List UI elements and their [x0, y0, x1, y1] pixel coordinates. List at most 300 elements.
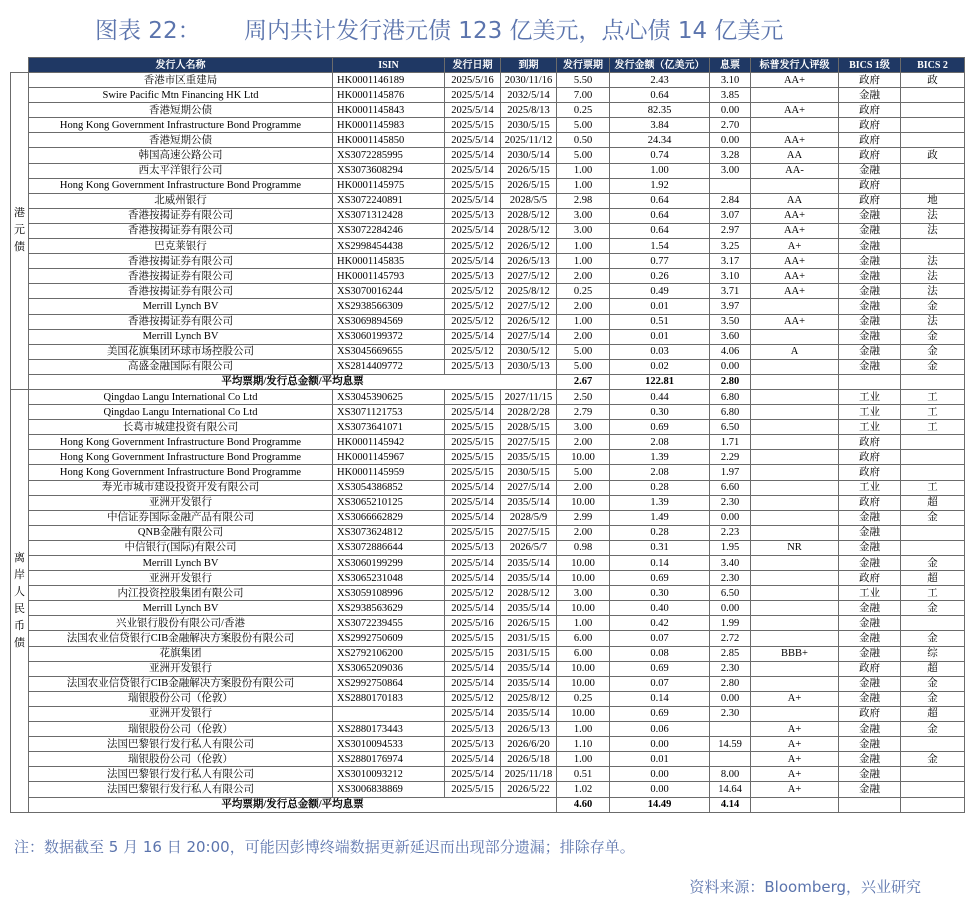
- table-cell: 金: [901, 329, 965, 344]
- table-cell: Hong Kong Government Infrastructure Bond Programme: [29, 465, 333, 480]
- table-cell: 兴业银行股份有限公司/香港: [29, 616, 333, 631]
- table-cell: 2026/5/13: [501, 722, 557, 737]
- table-cell: XS3066662829: [333, 510, 445, 525]
- table-cell: 0.00: [710, 359, 751, 374]
- table-cell: 中信证券国际金融产品有限公司: [29, 510, 333, 525]
- table-cell: HK0001145850: [333, 133, 445, 148]
- table-cell: XS3045390625: [333, 389, 445, 404]
- table-cell: 0.42: [610, 616, 710, 631]
- table-cell: XS3059108996: [333, 586, 445, 601]
- table-cell: 1.71: [710, 435, 751, 450]
- table-cell: [901, 540, 965, 555]
- table-cell: 2025/5/15: [445, 782, 501, 797]
- table-cell: [751, 329, 839, 344]
- table-cell: 0.08: [610, 646, 710, 661]
- table-cell: 0.40: [610, 601, 710, 616]
- table-cell: 内江投资控股集团有限公司: [29, 586, 333, 601]
- table-cell: 2.30: [710, 706, 751, 721]
- table-cell: 金融: [839, 88, 901, 103]
- table-cell: 2035/5/14: [501, 661, 557, 676]
- table-cell: [751, 601, 839, 616]
- table-row: [11, 359, 965, 374]
- table-cell: QNB金融有限公司: [29, 525, 333, 540]
- table-cell: [751, 616, 839, 631]
- table-cell: XS2998454438: [333, 239, 445, 254]
- table-cell: [751, 525, 839, 540]
- table-cell: 香港按揭证券有限公司: [29, 208, 333, 223]
- table-cell: [751, 706, 839, 721]
- table-cell: XS3072239455: [333, 616, 445, 631]
- table-cell: 1.00: [557, 752, 610, 767]
- table-cell: 2030/5/15: [501, 465, 557, 480]
- header-group-spacer: [11, 58, 29, 73]
- table-cell: [901, 88, 965, 103]
- table-cell: 法: [901, 314, 965, 329]
- table-cell: HK0001145876: [333, 88, 445, 103]
- table-cell: 0.30: [610, 586, 710, 601]
- table-cell: A+: [751, 239, 839, 254]
- table-cell: AA+: [751, 133, 839, 148]
- table-cell: [901, 525, 965, 540]
- table-cell: 2028/5/9: [501, 510, 557, 525]
- table-cell: XS3069894569: [333, 314, 445, 329]
- group-label-text: 离岸人民币债: [14, 551, 25, 649]
- table-cell: XS3073624812: [333, 525, 445, 540]
- table-cell: 政府: [839, 193, 901, 208]
- table-cell: 2025/5/14: [445, 254, 501, 269]
- table-cell: 2025/5/14: [445, 752, 501, 767]
- table-cell: 工: [901, 480, 965, 495]
- table-cell: 金融: [839, 601, 901, 616]
- table-row: [11, 706, 965, 721]
- table-row: [11, 752, 965, 767]
- table-cell: 3.00: [710, 163, 751, 178]
- table-cell: 2025/5/14: [445, 601, 501, 616]
- table-cell: A+: [751, 722, 839, 737]
- table-cell: 3.28: [710, 148, 751, 163]
- table-cell: 工业: [839, 480, 901, 495]
- table-cell: 超: [901, 661, 965, 676]
- table-cell: 工业: [839, 389, 901, 404]
- table-cell: 2025/5/15: [445, 631, 501, 646]
- table-cell: [751, 88, 839, 103]
- table-cell: 工: [901, 586, 965, 601]
- table-cell: 金融: [839, 239, 901, 254]
- table-cell: 6.00: [557, 631, 610, 646]
- table-cell: 1.10: [557, 737, 610, 752]
- table-cell: Swire Pacific Mtn Financing HK Ltd: [29, 88, 333, 103]
- table-cell: 0.00: [710, 510, 751, 525]
- table-cell: 2026/5/18: [501, 752, 557, 767]
- table-cell: 2025/5/13: [445, 722, 501, 737]
- table-cell: 1.49: [610, 510, 710, 525]
- table-row: [11, 767, 965, 782]
- table-cell: A+: [751, 691, 839, 706]
- table-cell: 10.00: [557, 495, 610, 510]
- table-cell: [901, 767, 965, 782]
- table-cell: AA: [751, 193, 839, 208]
- table-cell: 寿光市城市建设投资开发有限公司: [29, 480, 333, 495]
- table-cell: 法国巴黎银行发行私人有限公司: [29, 737, 333, 752]
- table-cell: [751, 420, 839, 435]
- table-cell: 2026/5/15: [501, 163, 557, 178]
- table-cell: 2025/8/12: [501, 691, 557, 706]
- table-cell: 长葛市城建投资有限公司: [29, 420, 333, 435]
- table-cell: 2035/5/14: [501, 495, 557, 510]
- table-cell: XS3072284246: [333, 223, 445, 238]
- table-cell: XS3065209036: [333, 661, 445, 676]
- table-cell: 2.00: [557, 480, 610, 495]
- table-row: [11, 571, 965, 586]
- table-cell: 金融: [839, 163, 901, 178]
- table-cell: 3.71: [710, 284, 751, 299]
- table-row: [11, 163, 965, 178]
- table-cell: 2.72: [710, 631, 751, 646]
- table-row: [11, 782, 965, 797]
- table-cell: 政府: [839, 706, 901, 721]
- table-cell: 0.50: [557, 133, 610, 148]
- table-cell: XS2792106200: [333, 646, 445, 661]
- table-cell: [333, 706, 445, 721]
- table-row: [11, 73, 965, 88]
- table-cell: 2028/5/12: [501, 223, 557, 238]
- table-cell: 10.00: [557, 556, 610, 571]
- table-cell: 2025/5/12: [445, 299, 501, 314]
- table-cell: 1.39: [610, 450, 710, 465]
- table-cell: 24.34: [610, 133, 710, 148]
- table-cell: 1.00: [557, 163, 610, 178]
- table-cell: 2.08: [610, 435, 710, 450]
- table-cell: 香港按揭证券有限公司: [29, 223, 333, 238]
- table-cell: 2035/5/14: [501, 571, 557, 586]
- table-cell: 2.79: [557, 405, 610, 420]
- table-cell: 82.35: [610, 103, 710, 118]
- table-cell: 0.01: [610, 329, 710, 344]
- table-cell: 2030/11/16: [501, 73, 557, 88]
- table-cell: 亚洲开发银行: [29, 571, 333, 586]
- table-cell: 超: [901, 571, 965, 586]
- table-row: [11, 691, 965, 706]
- table-cell: 政府: [839, 73, 901, 88]
- table-cell: 2026/5/15: [501, 616, 557, 631]
- table-cell: 2025/8/13: [501, 103, 557, 118]
- summary-empty-cell: [839, 374, 901, 389]
- table-cell: XS3060199372: [333, 329, 445, 344]
- table-cell: 2.99: [557, 510, 610, 525]
- table-cell: 2.00: [557, 435, 610, 450]
- table-row: [11, 118, 965, 133]
- table-cell: 2035/5/14: [501, 676, 557, 691]
- table-cell: Merrill Lynch BV: [29, 299, 333, 314]
- table-row: [11, 676, 965, 691]
- table-cell: Qingdao Langu International Co Ltd: [29, 389, 333, 404]
- table-row: [11, 556, 965, 571]
- table-cell: XS3010093212: [333, 767, 445, 782]
- table-row: [11, 178, 965, 193]
- table-cell: 政府: [839, 133, 901, 148]
- table-cell: 2028/2/28: [501, 405, 557, 420]
- table-row: [11, 510, 965, 525]
- table-cell: 0.25: [557, 284, 610, 299]
- table-cell: 0.02: [610, 359, 710, 374]
- table-cell: 2025/5/13: [445, 540, 501, 555]
- table-cell: [901, 737, 965, 752]
- table-cell: 2.08: [610, 465, 710, 480]
- table-cell: 0.14: [610, 556, 710, 571]
- table-cell: [901, 103, 965, 118]
- table-cell: 0.69: [610, 706, 710, 721]
- column-header: 到期: [501, 58, 557, 73]
- table-cell: [751, 510, 839, 525]
- table-cell: 高盛金融国际有限公司: [29, 359, 333, 374]
- table-cell: 2026/5/7: [501, 540, 557, 555]
- table-cell: XS3010094533: [333, 737, 445, 752]
- table-cell: 金融: [839, 208, 901, 223]
- table-cell: 2025/5/14: [445, 510, 501, 525]
- table-cell: 10.00: [557, 450, 610, 465]
- table-cell: 工: [901, 389, 965, 404]
- table-cell: 2030/5/12: [501, 344, 557, 359]
- table-cell: 政府: [839, 571, 901, 586]
- table-cell: 金融: [839, 616, 901, 631]
- table-cell: 2028/5/5: [501, 193, 557, 208]
- table-cell: 2026/5/13: [501, 254, 557, 269]
- table-cell: 0.07: [610, 631, 710, 646]
- table-cell: HK0001145983: [333, 118, 445, 133]
- table-cell: 2032/5/14: [501, 88, 557, 103]
- group-label: [11, 73, 29, 390]
- table-cell: XS2880176974: [333, 752, 445, 767]
- table-row: [11, 540, 965, 555]
- table-row: [11, 722, 965, 737]
- table-cell: 2031/5/15: [501, 631, 557, 646]
- table-cell: XS3065210125: [333, 495, 445, 510]
- table-cell: 0.98: [557, 540, 610, 555]
- table-cell: 2025/5/12: [445, 691, 501, 706]
- table-cell: [710, 178, 751, 193]
- table-cell: 法国巴黎银行发行私人有限公司: [29, 782, 333, 797]
- table-row: [11, 223, 965, 238]
- bond-issuance-table-container: [10, 57, 948, 813]
- table-cell: XS3045669655: [333, 344, 445, 359]
- table-cell: 2025/5/16: [445, 616, 501, 631]
- summary-amount: 14.49: [610, 797, 710, 812]
- table-row: [11, 284, 965, 299]
- table-row: [11, 344, 965, 359]
- table-cell: [751, 661, 839, 676]
- table-cell: 5.50: [557, 73, 610, 88]
- bond-issuance-table: [10, 57, 965, 813]
- table-cell: 政府: [839, 465, 901, 480]
- table-cell: 2.84: [710, 193, 751, 208]
- table-cell: 3.17: [710, 254, 751, 269]
- table-cell: 金: [901, 510, 965, 525]
- table-cell: 金融: [839, 767, 901, 782]
- table-cell: 2028/5/12: [501, 208, 557, 223]
- figure-title: 周内共计发行港元债 123 亿美元，点心债 14 亿美元: [244, 18, 784, 44]
- table-cell: 2.23: [710, 525, 751, 540]
- table-cell: 1.00: [610, 163, 710, 178]
- table-cell: 2025/5/14: [445, 556, 501, 571]
- table-cell: 7.00: [557, 88, 610, 103]
- table-cell: 2.85: [710, 646, 751, 661]
- table-cell: 3.00: [557, 586, 610, 601]
- table-cell: A+: [751, 767, 839, 782]
- table-row: [11, 103, 965, 118]
- table-cell: 1.02: [557, 782, 610, 797]
- table-cell: 亚洲开发银行: [29, 495, 333, 510]
- table-cell: 2025/5/15: [445, 420, 501, 435]
- table-row: [11, 480, 965, 495]
- table-cell: 0.00: [710, 103, 751, 118]
- table-cell: [901, 435, 965, 450]
- table-cell: Hong Kong Government Infrastructure Bond Programme: [29, 118, 333, 133]
- table-cell: 0.00: [610, 782, 710, 797]
- table-cell: Merrill Lynch BV: [29, 601, 333, 616]
- table-cell: 金融: [839, 359, 901, 374]
- table-cell: [901, 616, 965, 631]
- table-cell: 金融: [839, 329, 901, 344]
- table-cell: 6.80: [710, 389, 751, 404]
- summary-row: [11, 797, 965, 812]
- table-cell: 2.00: [557, 269, 610, 284]
- table-cell: XS2938563629: [333, 601, 445, 616]
- table-cell: [751, 556, 839, 571]
- table-cell: [751, 118, 839, 133]
- table-cell: 10.00: [557, 661, 610, 676]
- table-cell: 3.60: [710, 329, 751, 344]
- table-row: [11, 193, 965, 208]
- table-cell: [751, 389, 839, 404]
- table-cell: 政: [901, 148, 965, 163]
- table-cell: 金融: [839, 722, 901, 737]
- table-cell: 金融: [839, 556, 901, 571]
- table-cell: 2025/5/14: [445, 661, 501, 676]
- table-cell: 1.00: [557, 254, 610, 269]
- table-cell: XS2814409772: [333, 359, 445, 374]
- table-row: [11, 495, 965, 510]
- table-cell: 2025/8/12: [501, 284, 557, 299]
- summary-tenor: 2.67: [557, 374, 610, 389]
- table-cell: 2025/5/15: [445, 435, 501, 450]
- table-row: [11, 450, 965, 465]
- table-cell: AA+: [751, 223, 839, 238]
- table-cell: XS3070016244: [333, 284, 445, 299]
- table-cell: 金融: [839, 269, 901, 284]
- table-cell: A: [751, 344, 839, 359]
- table-row: [11, 420, 965, 435]
- table-cell: 2031/5/15: [501, 646, 557, 661]
- table-row: [11, 616, 965, 631]
- table-cell: Merrill Lynch BV: [29, 556, 333, 571]
- summary-empty-cell: [901, 374, 965, 389]
- table-cell: 香港市区重建局: [29, 73, 333, 88]
- table-cell: 14.64: [710, 782, 751, 797]
- table-cell: 金融: [839, 631, 901, 646]
- table-row: [11, 661, 965, 676]
- table-cell: 2.00: [557, 299, 610, 314]
- table-cell: 香港短期公债: [29, 103, 333, 118]
- table-cell: 亚洲开发银行: [29, 661, 333, 676]
- table-cell: [751, 676, 839, 691]
- table-cell: 3.97: [710, 299, 751, 314]
- table-cell: 2026/5/12: [501, 314, 557, 329]
- table-cell: 2025/5/15: [445, 118, 501, 133]
- table-cell: 工业: [839, 405, 901, 420]
- table-cell: 金融: [839, 284, 901, 299]
- table-cell: 2.43: [610, 73, 710, 88]
- table-cell: HK0001145835: [333, 254, 445, 269]
- table-cell: 法: [901, 284, 965, 299]
- table-cell: 金融: [839, 525, 901, 540]
- table-row: [11, 329, 965, 344]
- table-cell: 2026/6/20: [501, 737, 557, 752]
- table-cell: 超: [901, 495, 965, 510]
- table-cell: 2025/5/14: [445, 103, 501, 118]
- table-cell: 2.97: [710, 223, 751, 238]
- table-cell: 政府: [839, 148, 901, 163]
- table-cell: 金融: [839, 344, 901, 359]
- table-cell: 2025/5/14: [445, 148, 501, 163]
- table-cell: 2025/5/14: [445, 676, 501, 691]
- table-row: [11, 646, 965, 661]
- table-cell: 2.50: [557, 389, 610, 404]
- table-cell: 0.25: [557, 691, 610, 706]
- table-cell: [751, 586, 839, 601]
- table-cell: 0.00: [710, 133, 751, 148]
- table-row: [11, 465, 965, 480]
- table-cell: 0.00: [710, 691, 751, 706]
- table-cell: XS2938566309: [333, 299, 445, 314]
- table-cell: 1.00: [557, 722, 610, 737]
- table-cell: 0.03: [610, 344, 710, 359]
- table-cell: [751, 435, 839, 450]
- table-cell: 金融: [839, 223, 901, 238]
- table-cell: 2025/5/16: [445, 73, 501, 88]
- table-row: [11, 389, 965, 404]
- table-cell: XS2992750609: [333, 631, 445, 646]
- table-cell: 法国巴黎银行发行私人有限公司: [29, 767, 333, 782]
- table-cell: 2.70: [710, 118, 751, 133]
- table-cell: 2025/5/15: [445, 525, 501, 540]
- table-cell: 0.69: [610, 420, 710, 435]
- table-cell: 金融: [839, 737, 901, 752]
- table-cell: [901, 450, 965, 465]
- table-cell: 2035/5/14: [501, 706, 557, 721]
- column-header: BICS 2: [901, 58, 965, 73]
- table-cell: 韩国高速公路公司: [29, 148, 333, 163]
- table-cell: 2025/5/14: [445, 480, 501, 495]
- table-cell: 2.00: [557, 525, 610, 540]
- table-cell: 金融: [839, 314, 901, 329]
- table-cell: 0.28: [610, 525, 710, 540]
- table-cell: 10.00: [557, 601, 610, 616]
- table-cell: [751, 299, 839, 314]
- table-cell: 2026/5/22: [501, 782, 557, 797]
- table-row: [11, 586, 965, 601]
- table-cell: 2025/5/13: [445, 208, 501, 223]
- summary-coupon: 2.80: [710, 374, 751, 389]
- table-cell: 金融: [839, 646, 901, 661]
- table-cell: 6.60: [710, 480, 751, 495]
- summary-empty-cell: [839, 797, 901, 812]
- group-label-text: 港元债: [14, 207, 25, 254]
- table-cell: 5.00: [557, 148, 610, 163]
- table-cell: 5.00: [557, 118, 610, 133]
- footnote: 注：数据截至 5 月 16 日 20:00，可能因彭博终端数据更新延迟而出现部分遗漏；排除存单。: [14, 838, 635, 856]
- table-cell: A+: [751, 782, 839, 797]
- table-cell: 3.85: [710, 88, 751, 103]
